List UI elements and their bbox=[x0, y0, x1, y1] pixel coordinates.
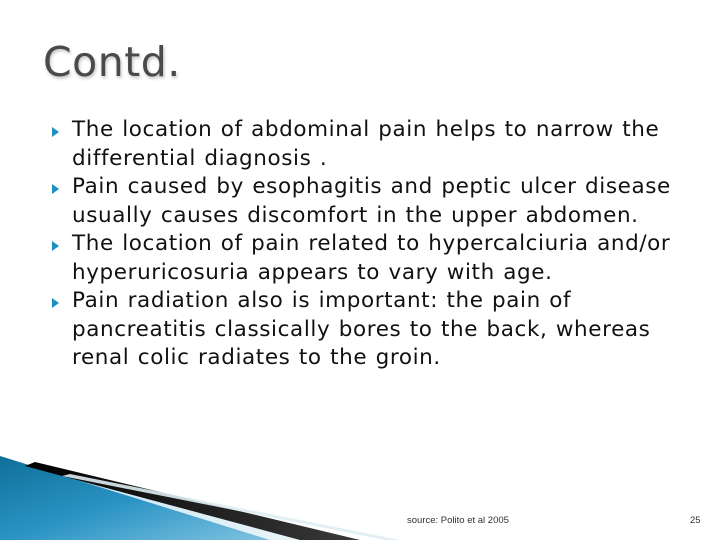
blue-triangle-icon bbox=[52, 241, 59, 251]
bullet-text: The location of abdominal pain helps to narrow the differential diagnosis . bbox=[72, 117, 660, 171]
bullet-item bbox=[48, 230, 678, 287]
bullet-list bbox=[48, 116, 678, 373]
source-citation: source: Polito et al 2005 bbox=[407, 515, 509, 526]
bullet-text: Pain radiation also is important: the pain of pancreatitis classically bores to the back, whereas renal colic radiates to the groin. bbox=[72, 288, 651, 370]
blue-triangle-icon bbox=[52, 127, 59, 137]
bullet-item bbox=[48, 173, 678, 230]
bullet-item bbox=[48, 287, 678, 373]
page-number: 25 bbox=[690, 515, 701, 526]
blue-triangle-icon bbox=[52, 184, 59, 194]
footer-decoration bbox=[0, 440, 720, 540]
bullet-text: The location of pain related to hypercalciuria and/or hyperuricosuria appears to vary with age. bbox=[72, 231, 671, 285]
bullet-item bbox=[48, 116, 678, 173]
blue-triangle-icon bbox=[52, 298, 59, 308]
bullet-text: Pain caused by esophagitis and peptic ulcer disease usually causes discomfort in the upper abdomen. bbox=[72, 174, 671, 228]
slide-title: Contd. bbox=[43, 38, 181, 86]
